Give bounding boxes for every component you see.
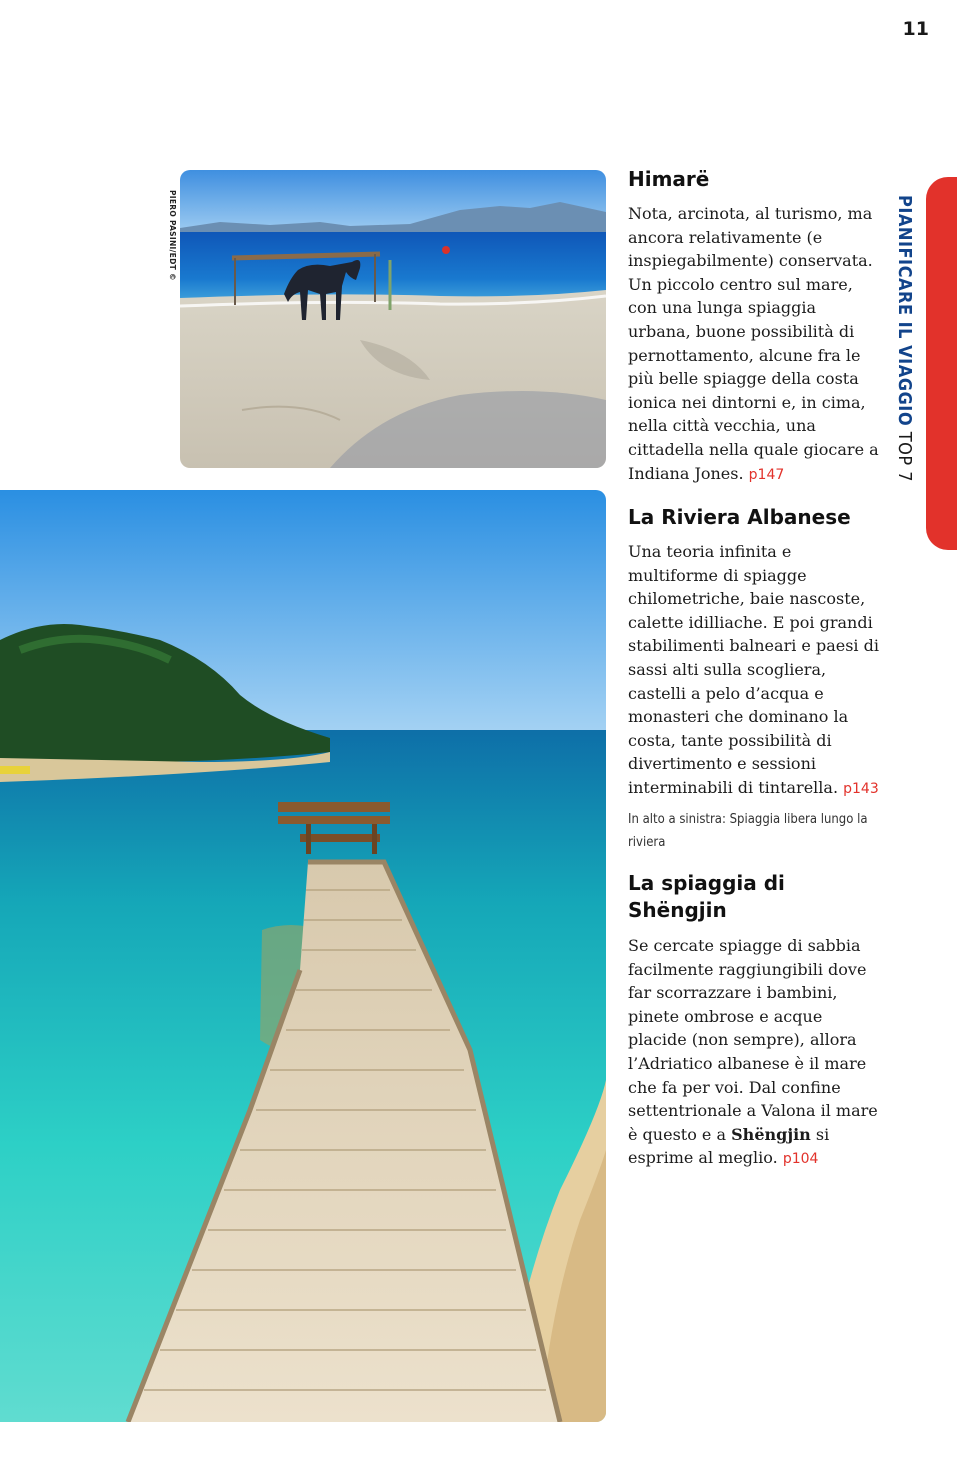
section-body-shengjin: Se cercate spiagge di sabbia facilmente raggiungibili dove far scorrazzare i bambini, pinete ombrose e acque placide (non sempre), allora l’Adriatico albanese è il mare che fa per voi. Dal confine settentrionale a Valona il mare è questo e a [628,936,878,1144]
himare-beach-photo [180,170,606,468]
section-body-himare: Nota, arcinota, al turismo, ma ancora relativamente (e inspiegabilmente) conservata. Un piccolo centro sul mare, con una lunga spiaggia urbana, buone possibilità di pernottamento, alcune fra le più belle spiagge della costa ionica nei dintorni e, in cima, nella città vecchia, una cittadella nella quale giocare a Indiana Jones. [628,204,879,483]
section-title-shengjin: La spiaggia di Shëngjin [628,871,785,922]
page-ref-link[interactable]: p104 [782,1151,819,1168]
section-title-himare: Himarë [628,167,710,191]
photo-caption: In alto a sinistra: Spiaggia libera lungo la riviera [628,811,868,850]
page-ref-link[interactable]: p143 [843,780,879,797]
section-shengjin [628,870,883,1172]
page-number: 11 [902,18,929,40]
riviera-pier-photo [0,490,606,1422]
page-ref-link[interactable]: p147 [748,466,785,483]
section-label-main: PIANIFICARE IL VIAGGIO [894,195,915,427]
section-tab [926,177,957,550]
section-title-riviera: La Riviera Albanese [628,505,851,529]
highlight-place-name: Shëngjin [731,1124,811,1144]
section-riviera [628,504,883,854]
section-body-shengjin-end: si esprime al meglio. [628,1124,830,1168]
section-himare [628,166,883,487]
section-label-sub: TOP 7 [894,431,915,483]
section-label [885,195,925,555]
photo-credit: PIERO PASINI/EDT © [168,190,177,281]
section-body-riviera: Una teoria infinita e multiforme di spiagge chilometriche, baie nascoste, calette idilliache. E poi grandi stabilimenti balneari e paesi di sassi alti sulla scogliera, castelli a pelo d’acqua e monasteri che dominano la costa, tante possibilità di divertimento e sessioni interminabili di tintarella. [628,542,879,797]
